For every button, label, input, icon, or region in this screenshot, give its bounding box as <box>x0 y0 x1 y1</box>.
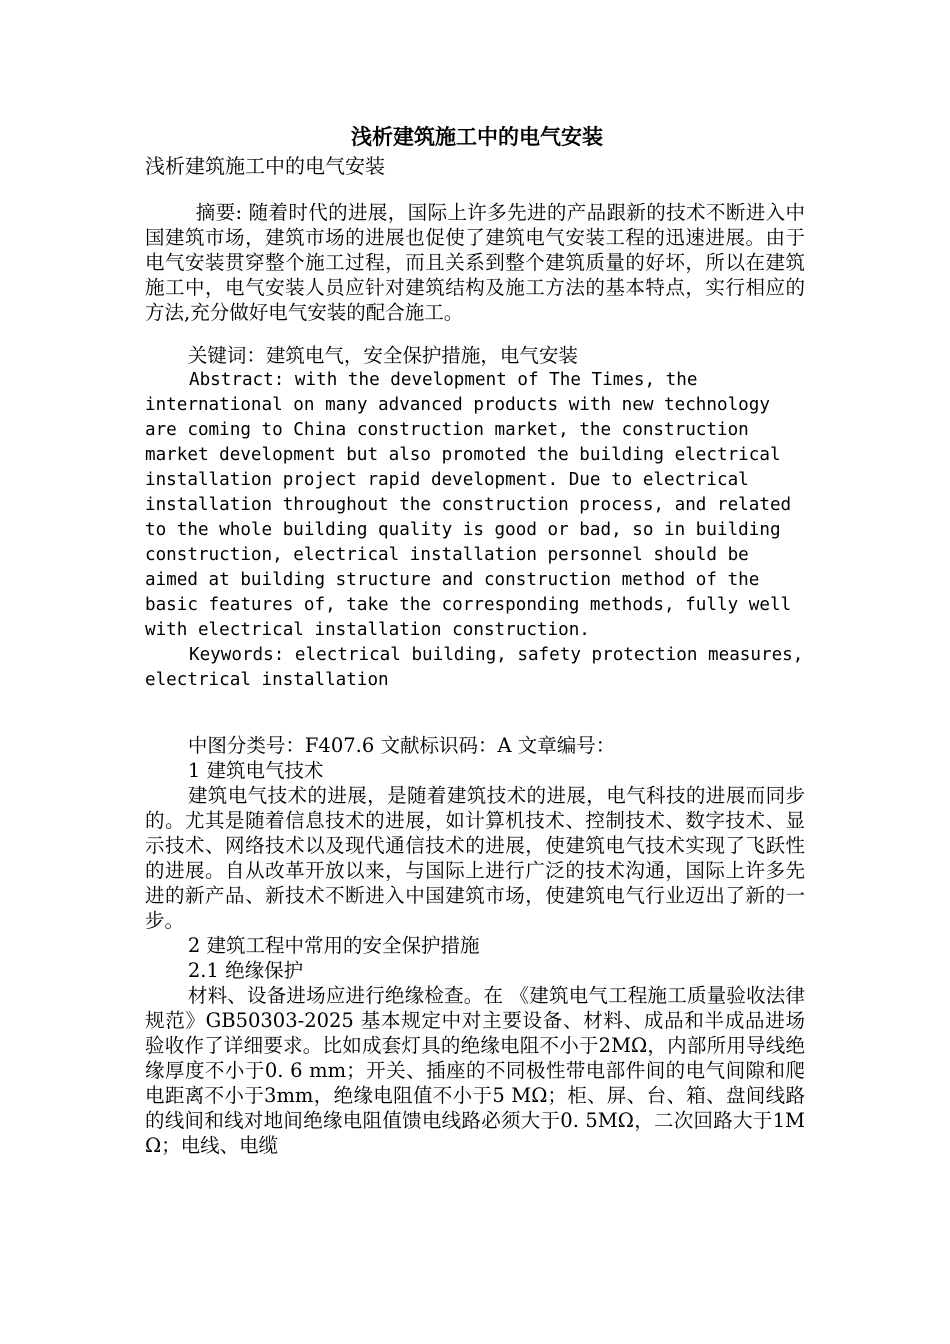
section-1-body: 建筑电气技术的进展，是随着建筑技术的进展，电气科技的进展而同步的。尤其是随着信息技术的进展，如计算机技术、控制技术、数字技术、显示技术、网络技术以及现代通信技术的进展，使建筑电气技术实现了飞跃性的进展。自从改革开放以来，与国际上进行广泛的技术沟通，国际上许多先进的新产品、新技术不断进入中国建筑市场，使建筑电气行业迈出了新的一步。 <box>145 784 805 932</box>
spacer <box>145 180 805 200</box>
spacer <box>145 325 805 343</box>
section-2-1-body: 材料、设备进场应进行绝缘检查。在 《建筑电气工程施工质量验收法律规范》GB50303-2025 基本规定中对主要设备、材料、成品和半成品进场验收作了详细要求。比如成套灯具的绝缘电阻不小于2MΩ，内部所用导线绝缘厚度不小于0. 6 mm；开关、插座的不同极性带电部件间的电气间隙和爬电距离不小于3mm，绝缘电阻值不小于5 MΩ；柜、屏、台、箱、盘间线路的线间和线对地间绝缘电阻值馈电线路必须大于0. 5MΩ，二次回路大于1MΩ；电线、电缆 <box>145 984 805 1157</box>
abstract-english: Abstract: with the development of The Times, the international on many advanced products with new technology are coming to China construction market, the construction market development but also promoted the building electrical installation project rapid development. Due to electrical installation throughout the construction process, and related to the whole building quality is good or bad, so in building construction, electrical installation personnel should be aimed at building structure and construction method of the basic features of, take the corresponding methods, fully well with electrical installation construction. <box>145 370 792 640</box>
spacer <box>145 693 805 733</box>
section-2-1-heading: 2.1 绝缘保护 <box>187 959 304 982</box>
abstract-chinese: 摘要: 随着时代的进展，国际上许多先进的产品跟新的技术不断进入中国建筑市场，建筑市场的进展也促使了建筑电气安装工程的迅速进展。由于电气安装贯穿整个施工过程，而且关系到整个建筑质量的好坏，所以在建筑施工中，电气安装人员应针对建筑结构及施工方法的基本特点，实行相应的方法,充分做好电气安装的配合施工。 <box>145 201 805 324</box>
section-1-heading: 1 建筑电气技术 <box>187 759 324 782</box>
document-subtitle: 浅析建筑施工中的电气安装 <box>145 154 385 178</box>
classification-line: 中图分类号：F407.6 文献标识码：A 文章编号： <box>187 734 616 757</box>
keywords-chinese: 关键词：建筑电气，安全保护措施，电气安装 <box>187 344 578 367</box>
document-title: 浅析建筑施工中的电气安装 <box>351 124 603 149</box>
keywords-english: Keywords: electrical building, safety protection measures, electrical installation <box>145 645 804 690</box>
section-2-heading: 2 建筑工程中常用的安全保护措施 <box>187 934 480 957</box>
document-page <box>145 122 805 1158</box>
